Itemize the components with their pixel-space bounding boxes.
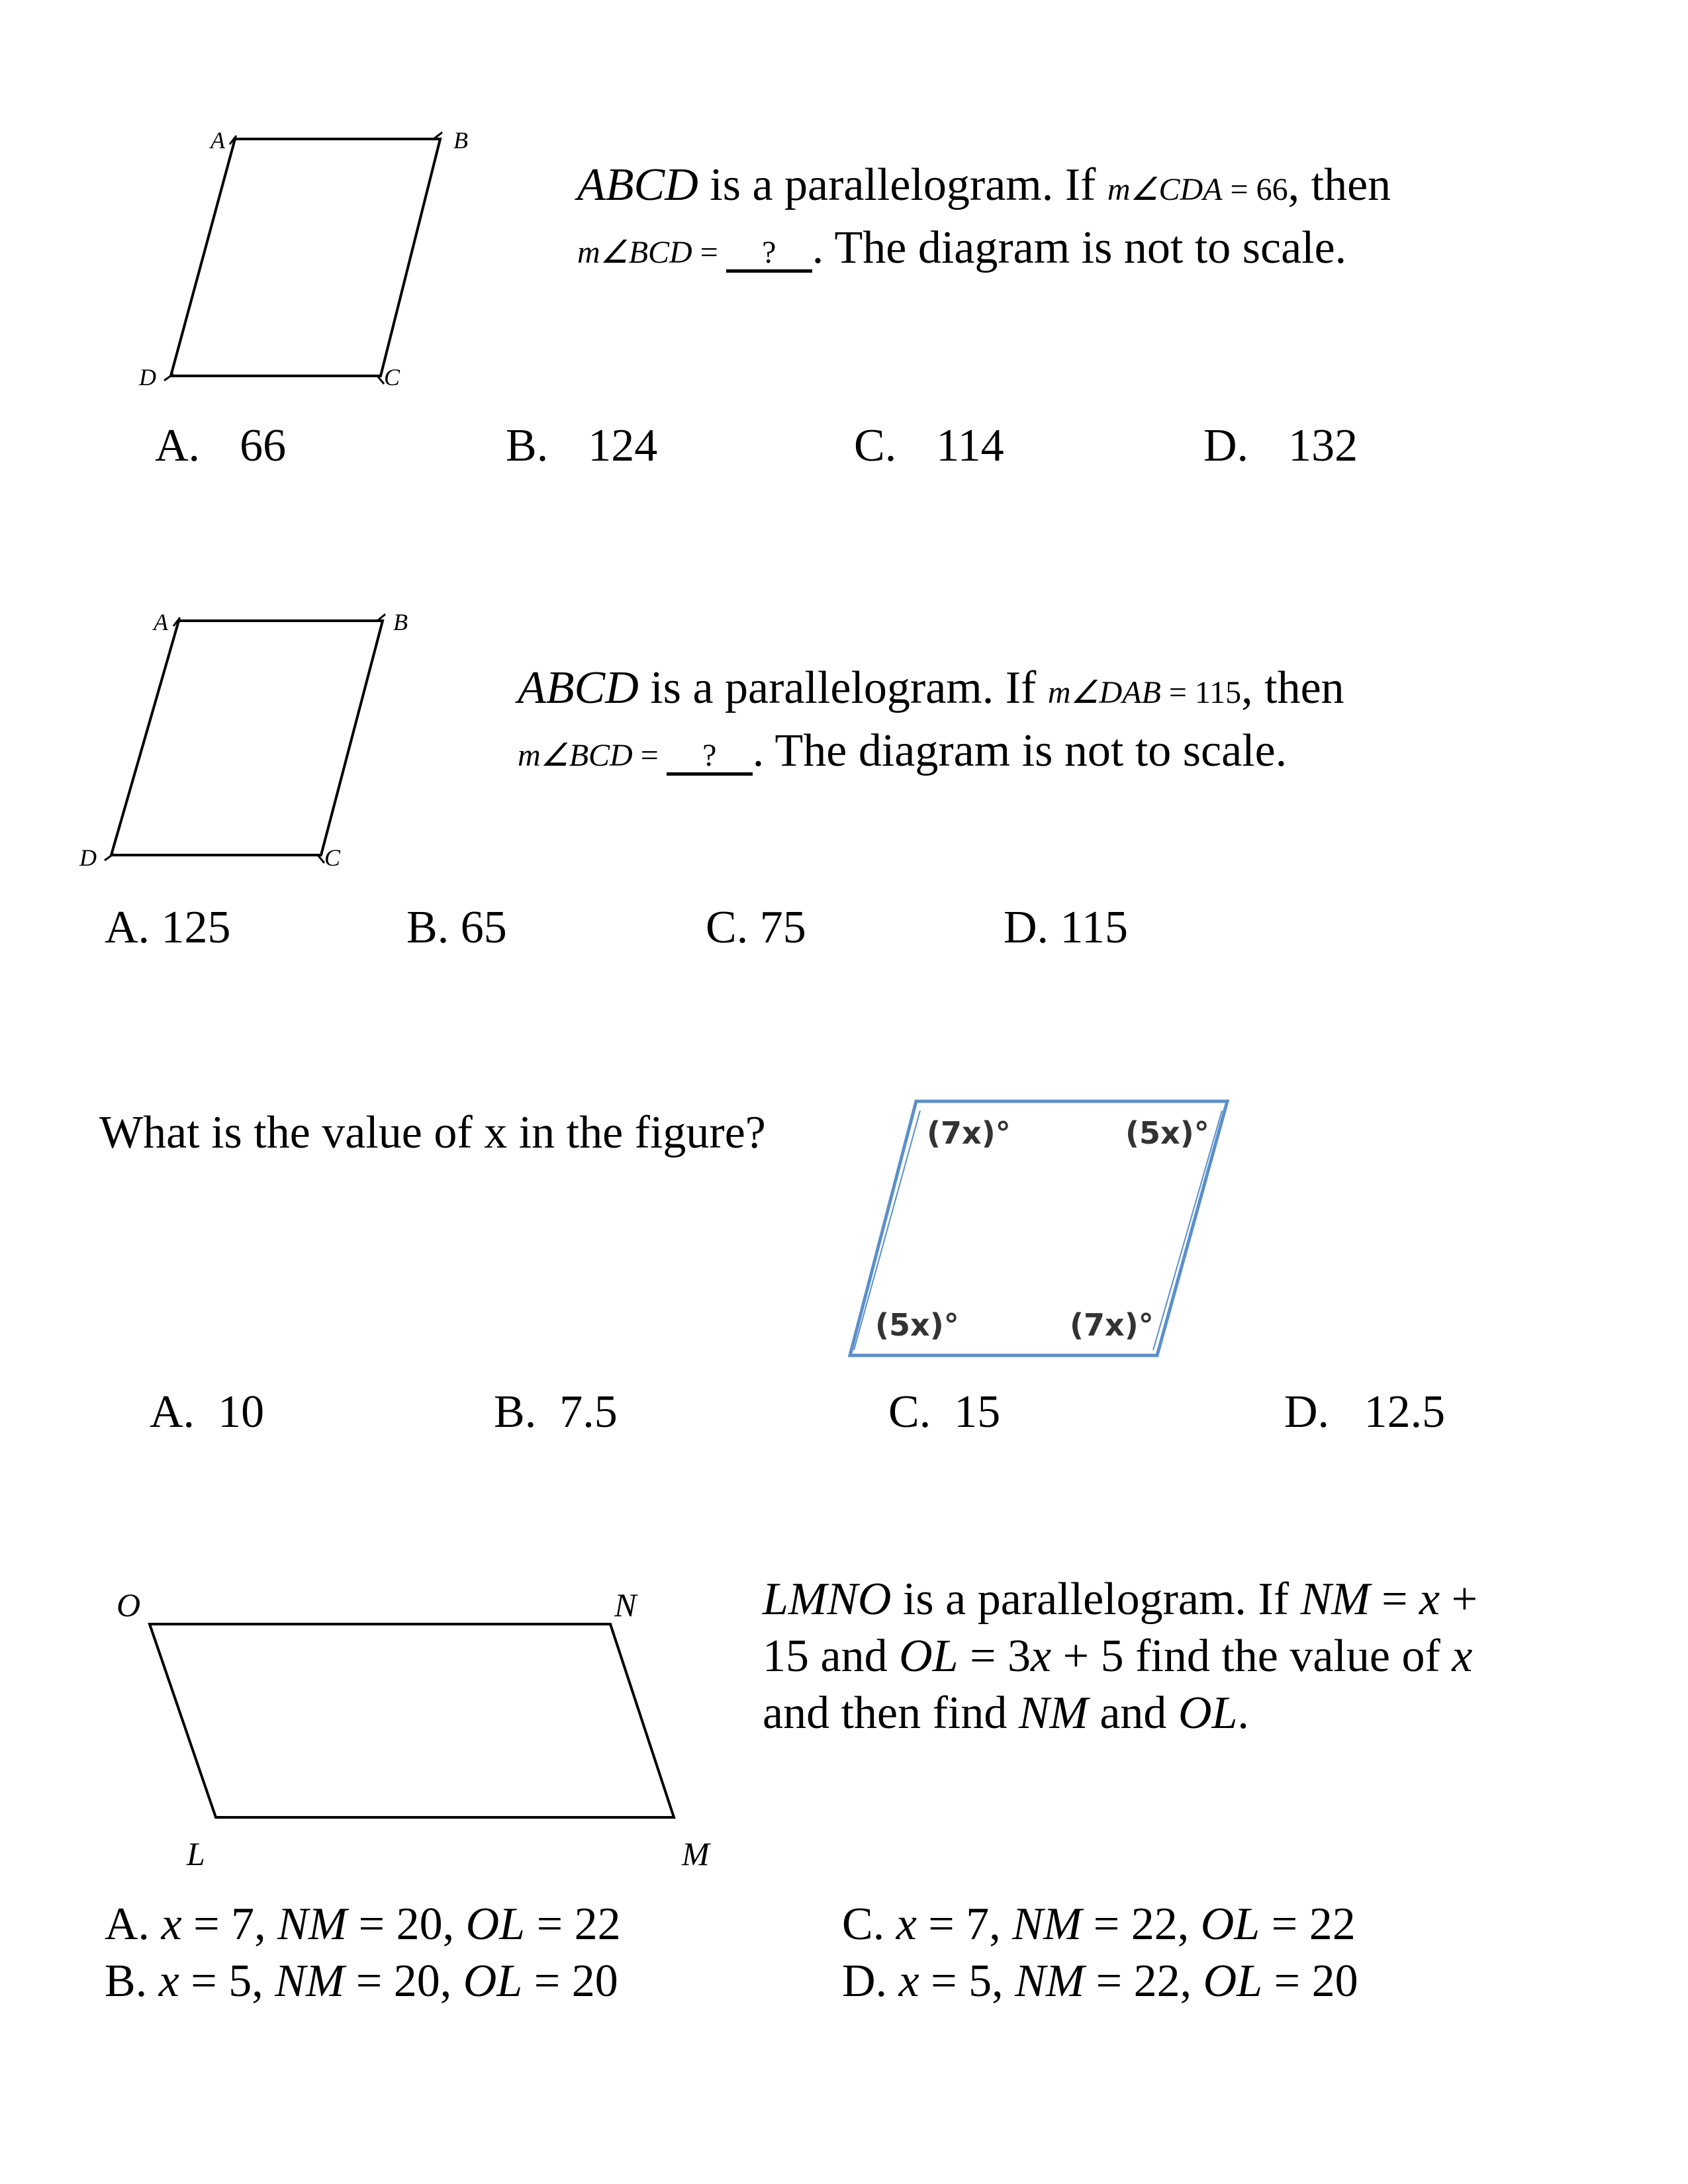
q4-line-2 xyxy=(763,1628,1477,1685)
q2-text-1: is a parallelogram. If xyxy=(638,662,1048,713)
q4-choice-c[interactable] xyxy=(842,1898,1356,1951)
q4-choice-d-letter: D. xyxy=(842,1956,899,2007)
q2-angle-given: m∠DAB xyxy=(1047,675,1161,710)
q1-label-b: B xyxy=(453,127,468,154)
q4-text-3: + xyxy=(1440,1574,1478,1625)
q2-choice-a[interactable]: A. 125 xyxy=(105,902,231,953)
q4-choice-d-nmv: = 22, xyxy=(1084,1956,1203,2007)
q4-nm: NM xyxy=(1300,1574,1370,1625)
q4-x1: x xyxy=(1419,1574,1440,1625)
q4-choice-c-ol: OL xyxy=(1200,1899,1260,1950)
q1-choice-a-letter: A. xyxy=(155,420,201,471)
q1-label-a: A xyxy=(211,127,225,154)
q1-choice-d-letter: D. xyxy=(1203,420,1249,471)
q4-choice-d-nm: NM xyxy=(1015,1956,1085,2007)
q4-parallelogram xyxy=(150,1624,674,1817)
q4-choice-c-letter: C. xyxy=(842,1899,896,1950)
q1-text-1: is a parallelogram. If xyxy=(698,159,1107,210)
q1-choice-c-letter: C. xyxy=(854,420,897,471)
q4-choice-b-xv: = 5, xyxy=(179,1956,275,2007)
q4-x2: x xyxy=(1031,1631,1052,1682)
q4-choice-a-nmv: = 20, xyxy=(347,1899,466,1950)
q2-text-3: . The diagram is not to scale. xyxy=(752,725,1288,776)
q4-x3: x xyxy=(1452,1631,1473,1682)
q1-angle-given: m∠CDA xyxy=(1107,172,1223,207)
q4-choice-c-nm: NM xyxy=(1012,1899,1082,1950)
q4-label-m: M xyxy=(682,1835,710,1872)
q1-angle-asked: m∠BCD xyxy=(577,235,692,270)
q4-text-8: and xyxy=(1088,1688,1178,1739)
q1-eq: = xyxy=(692,235,726,270)
q4-choice-a-x: x xyxy=(161,1899,182,1950)
q4-text-2: = xyxy=(1370,1574,1420,1625)
q4-label-n: N xyxy=(614,1586,637,1623)
q2-choice-c[interactable]: C. 75 xyxy=(706,902,806,953)
q4-choice-b-letter: B. xyxy=(105,1956,159,2007)
q4-choice-a-nm: NM xyxy=(277,1899,348,1950)
q4-choice-a-letter: A. xyxy=(105,1899,162,1950)
q4-choice-a[interactable] xyxy=(105,1898,621,1951)
q1-angle-value: = 66 xyxy=(1222,172,1288,207)
q4-text-1: is a parallelogram. If xyxy=(891,1574,1301,1625)
q4-nm2: NM xyxy=(1018,1688,1088,1739)
q3-angle-bottom-right: (7x)° xyxy=(1070,1307,1154,1343)
q3-angle-bottom-left: (5x)° xyxy=(875,1307,959,1343)
q4-name: LMNO xyxy=(763,1574,892,1625)
q1-choice-c-value: 114 xyxy=(936,420,1004,471)
q4-choice-c-xv: = 7, xyxy=(916,1899,1013,1950)
q4-label-l: L xyxy=(187,1835,205,1872)
q4-choice-a-xv: = 7, xyxy=(181,1899,278,1950)
q4-text-5: = 3 xyxy=(958,1631,1031,1682)
q4-choice-b[interactable] xyxy=(105,1955,618,2008)
q3-angle-top-left: (7x)° xyxy=(927,1115,1011,1151)
q4-ol2: OL xyxy=(1178,1688,1238,1739)
q4-choice-c-x: x xyxy=(896,1899,917,1950)
q1-text-2: , then xyxy=(1288,159,1391,210)
q4-choice-c-nmv: = 22, xyxy=(1082,1899,1201,1950)
q2-choice-d[interactable]: D. 115 xyxy=(1004,902,1128,953)
q4-label-o: O xyxy=(117,1586,141,1623)
q3-choice-d-value: 12.5 xyxy=(1364,1387,1446,1437)
q4-choice-d-x: x xyxy=(898,1956,919,2007)
q3-angle-top-right: (5x)° xyxy=(1125,1115,1209,1151)
q4-choice-c-olv: = 22 xyxy=(1260,1899,1356,1950)
q4-question-text xyxy=(763,1571,1477,1742)
q3-choice-b-letter: B. xyxy=(494,1387,537,1437)
q4-choice-d-ol: OL xyxy=(1203,1956,1263,2007)
q3-choice-a-value: 10 xyxy=(218,1387,265,1437)
q2-label-b: B xyxy=(393,609,408,635)
q4-choice-b-nmv: = 20, xyxy=(344,1956,463,2007)
q4-line-1 xyxy=(763,1571,1477,1628)
q2-name: ABCD xyxy=(518,662,639,713)
q1-text-3: . The diagram is not to scale. xyxy=(812,222,1347,273)
q2-text-2: , then xyxy=(1241,662,1344,713)
q3-choice-b-value: 7.5 xyxy=(559,1387,618,1437)
q2-answer-blank: ? xyxy=(667,739,753,776)
q4-ol: OL xyxy=(899,1631,959,1682)
q1-choice-d-value: 132 xyxy=(1288,420,1358,471)
q3-choice-d-letter: D. xyxy=(1284,1387,1330,1437)
q4-text-7: and then find xyxy=(763,1688,1019,1739)
q4-choice-a-ol: OL xyxy=(465,1899,526,1950)
q4-choice-d-xv: = 5, xyxy=(919,1956,1015,2007)
q2-eq: = xyxy=(632,738,667,773)
q3-choice-c-letter: C. xyxy=(888,1387,931,1437)
q3-choice-a-letter: A. xyxy=(150,1387,195,1437)
q2-label-a: A xyxy=(154,609,168,635)
q4-choice-b-nm: NM xyxy=(275,1956,345,2007)
q1-choice-b-letter: B. xyxy=(506,420,549,471)
q4-text-4: 15 and xyxy=(763,1631,900,1682)
q1-choice-a-value: 66 xyxy=(240,420,287,471)
q3-choice-c-value: 15 xyxy=(954,1387,1001,1437)
q2-label-d: D xyxy=(79,844,97,871)
q4-text-6: + 5 find the value of xyxy=(1051,1631,1452,1682)
q4-text-9: . xyxy=(1237,1688,1249,1739)
q2-angle-asked: m∠BCD xyxy=(518,738,633,773)
q2-label-c: C xyxy=(324,844,341,871)
q4-choice-a-olv: = 22 xyxy=(525,1899,621,1950)
q4-choice-b-x: x xyxy=(158,1956,179,2007)
q4-choice-d[interactable] xyxy=(842,1955,1358,2008)
q1-answer-blank: ? xyxy=(726,236,812,273)
q1-choice-b-value: 124 xyxy=(588,420,658,471)
q1-name: ABCD xyxy=(577,159,698,210)
q2-angle-value: = 115 xyxy=(1160,675,1242,710)
q4-choice-d-olv: = 20 xyxy=(1262,1956,1358,2007)
q4-choice-b-ol: OL xyxy=(463,1956,523,2007)
q4-choice-b-olv: = 20 xyxy=(522,1956,618,2007)
q3-question-text: What is the value of x in the figure? xyxy=(99,1107,766,1158)
q4-line-3 xyxy=(763,1685,1477,1742)
q1-label-d: D xyxy=(139,364,156,390)
q1-label-c: C xyxy=(384,364,400,390)
q2-choice-b[interactable]: B. 65 xyxy=(406,902,507,953)
